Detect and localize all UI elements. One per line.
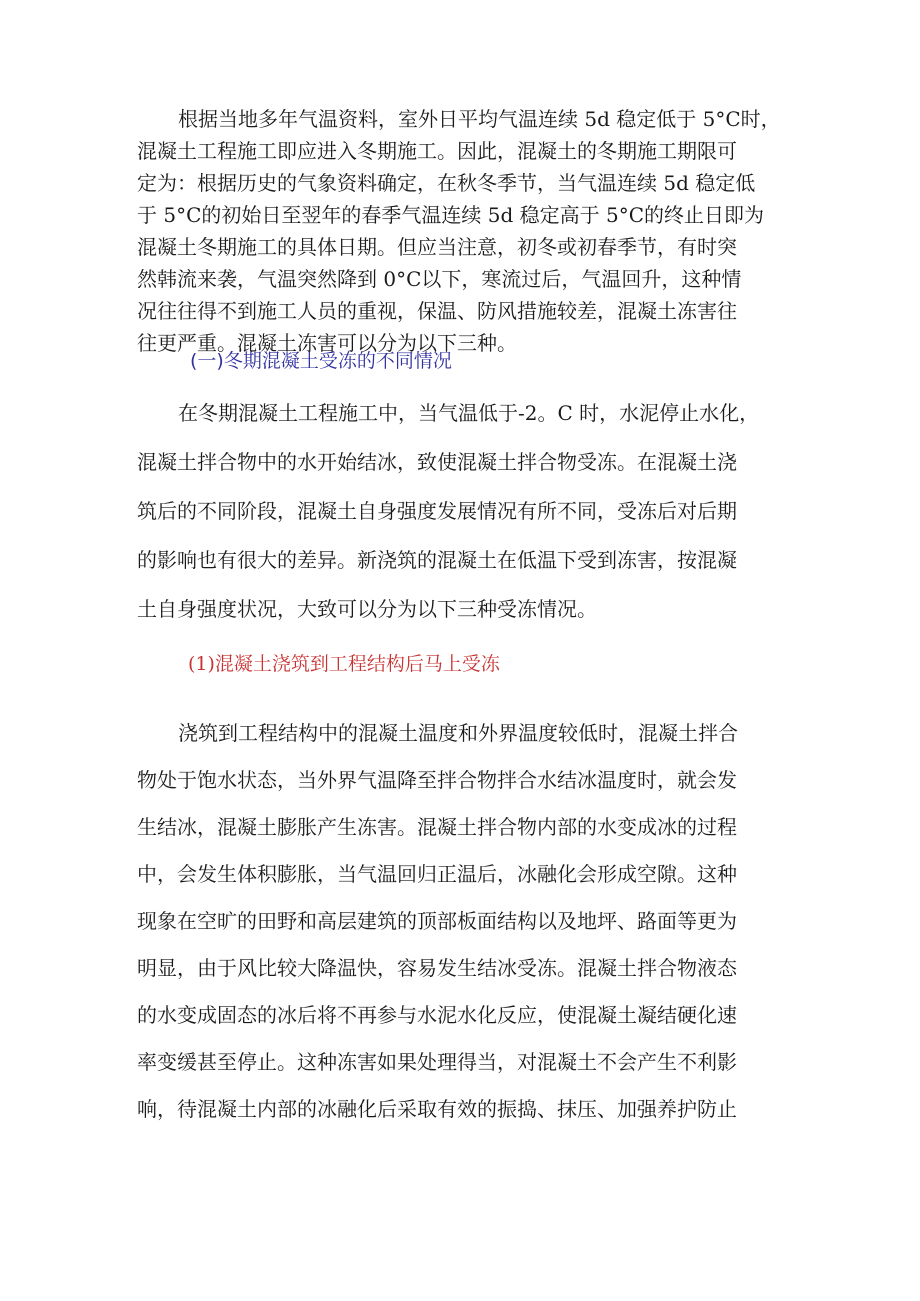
paragraph-3-line-5: 现象在空旷的田野和高层建筑的顶部板面结构以及地坪、路面等更为 <box>137 909 737 933</box>
paragraph-2-line-5: 土自身强度状况，大致可以分为以下三种受冻情况。 <box>137 597 597 621</box>
paragraph-3-line-7: 的水变成固态的冰后将不再参与水泥水化反应，使混凝土凝结硬化速 <box>137 1003 737 1027</box>
paragraph-2-line-4: 的影响也有很大的差异。新浇筑的混凝土在低温下受到冻害，按混凝 <box>137 548 737 572</box>
paragraph-1-line-2: 混凝土工程施工即应进入冬期施工。因此，混凝土的冬期施工期限可 <box>137 139 737 163</box>
paragraph-3-line-6: 明显，由于风比较大降温快，容易发生结冰受冻。混凝土拌合物液态 <box>137 956 737 980</box>
paragraph-1-line-4: 于 5°C的初始日至翌年的春季气温连续 5d 稳定高于 5°C的终止日即为 <box>137 203 765 227</box>
paragraph-1-line-3: 定为：根据历史的气象资料确定，在秋冬季节，当气温连续 5d 稳定低 <box>137 171 756 195</box>
paragraph-1-line-5: 混凝土冬期施工的具体日期。但应当注意，初冬或初春季节，有时突 <box>137 235 737 259</box>
paragraph-2-line-1: 在冬期混凝土工程施工中，当气温低于-2。C 时，水泥停止水化， <box>178 401 760 425</box>
paragraph-3-line-1: 浇筑到工程结构中的混凝土温度和外界温度较低时，混凝土拌合 <box>178 721 738 745</box>
paragraph-3-line-3: 生结冰，混凝土膨胀产生冻害。混凝土拌合物内部的水变成冰的过程 <box>137 815 737 839</box>
paragraph-1-line-8: 往更严重。混凝土冻害可以分为以下三种。 <box>137 331 517 355</box>
paragraph-3-line-9: 响，待混凝土内部的冰融化后采取有效的振捣、抹压、加强养护防止 <box>137 1097 737 1121</box>
paragraph-1-line-6: 然韩流来袭，气温突然降到 0°C以下，寒流过后，气温回升，这种情 <box>137 267 742 291</box>
section-heading-winter-freezing: (一)冬期混凝土受冻的不同情况 <box>190 350 452 372</box>
paragraph-1-line-1: 根据当地多年气温资料，室外日平均气温连续 5d 稳定低于 5°C时， <box>178 107 781 131</box>
paragraph-3-line-8: 率变缓甚至停止。这种冻害如果处理得当，对混凝土不会产生不利影 <box>137 1050 737 1074</box>
paragraph-2-line-3: 筑后的不同阶段，混凝土自身强度发展情况有所不同，受冻后对后期 <box>137 499 737 523</box>
subsection-heading-immediate-freezing: (1)混凝土浇筑到工程结构后马上受冻 <box>188 653 500 675</box>
paragraph-2-line-2: 混凝土拌合物中的水开始结冰，致使混凝土拌合物受冻。在混凝土浇 <box>137 450 737 474</box>
paragraph-1-line-7: 况往往得不到施工人员的重视，保温、防风措施较差，混凝土冻害往 <box>137 299 737 323</box>
paragraph-3-line-4: 中，会发生体积膨胀，当气温回归正温后，冰融化会形成空隙。这种 <box>137 862 737 886</box>
paragraph-3-line-2: 物处于饱水状态，当外界气温降至拌合物拌合水结冰温度时，就会发 <box>137 768 737 792</box>
